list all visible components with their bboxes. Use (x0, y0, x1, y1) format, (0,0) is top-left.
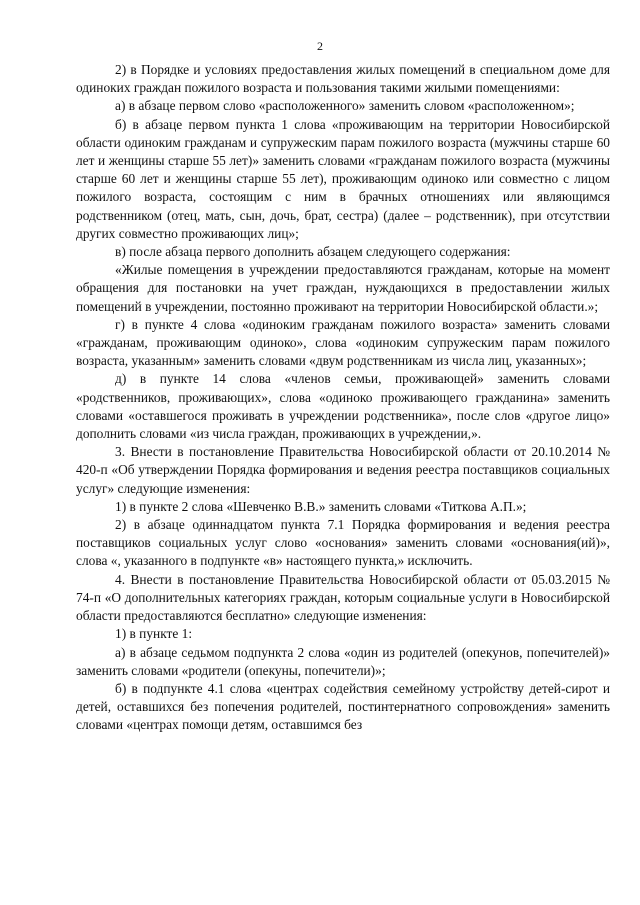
paragraph-quoted-insert: «Жилые помещения в учреждении предоставляются гражданам, которые на момент обращения для постановки на учет граждан, нуждающихся в предоставлении жилых помещений в учреждении, постоянно проживают на территории Новосибирской области.»; (76, 262, 610, 314)
paragraph-amend-2a: а) в абзаце первом слово «расположенного» заменить словом «расположенном»; (115, 98, 575, 114)
paragraph-amend-2g: г) в пункте 4 слова «одиноким гражданам пожилого возраста» заменить словами «гражданам, проживающим одиноко», слова «одиноким супружеским парам пожилого возраста, указанным» заменить словами «двум родственникам из числа лиц, указанных»; (76, 316, 610, 369)
paragraph-amend-2d: д) в пункте 14 слова «членов семьи, проживающей» заменить словами «родственников, проживающих», слова «одиноко проживающего гражданина» заменить словами «оставшегося проживать в учреждении родственника», после слов «другое лицо» дополнить словами «из числа граждан, проживающих в учреждении,». (76, 371, 610, 442)
paragraph-item-4: 4. Внести в постановление Правительства Новосибирской области от 05.03.2015 № 74-п «О дополнительных категориях граждан, которым социальные услуги в Новосибирской области предоставляются бесплатно» следующие изменения: (76, 571, 610, 624)
page-number: 2 (317, 39, 323, 53)
paragraph-item-3: 3. Внести в постановление Правительства Новосибирской области от 20.10.2014 № 420-п «Об утверждении Порядка формирования и ведения реестра поставщиков социальных услуг» следующие изменения: (76, 444, 610, 496)
document-body (76, 61, 610, 735)
paragraph-amend-2v: в) после абзаца первого дополнить абзацем следующего содержания: (115, 244, 511, 260)
paragraph-item-4-1b: б) в подпункте 4.1 слова «центрах содействия семейному устройству детей-сирот и детей, оставшихся без попечения родителей, постинтернатного сопровождения» заменить словами «центрах помощи детям, оставшимся без (76, 680, 610, 733)
paragraph-item-3-1: 1) в пункте 2 слова «Шевченко В.В.» заменить словами «Титкова А.П.»; (115, 498, 527, 514)
paragraph-amend-2b: б) в абзаце первом пункта 1 слова «проживающим на территории Новосибирской области одиноким гражданам и супружеским парам пожилого возраста (мужчины старше 60 лет и женщины старше 55 лет)» заменить словами «гражданам пожилого возраста (мужчины старше 60 лет и женщины старше 55 лет), проживающим одиноко или совместно с лицом пожилого возраста, состоящим с ним в брачных отношениях или являющимся родственником (отец, мать, сын, дочь, брат, сестра) (далее – родственник), при отсутствии других совместно проживающих лиц»; (76, 116, 610, 241)
paragraph-item-3-2: 2) в абзаце одиннадцатом пункта 7.1 Порядка формирования и ведения реестра поставщиков социальных услуг слово «основания» заменить словами «основания(ий)», слова «, указанного в подпункте «в» настоящего пункта,» исключить. (76, 517, 610, 569)
paragraph-amend-2: 2) в Порядке и условиях предоставления жилых помещений в специальном доме для одиноких граждан пожилого возраста и пользования такими жилыми помещениями: (76, 62, 610, 96)
paragraph-item-4-1a: а) в абзаце седьмом подпункта 2 слова «один из родителей (опекунов, попечителей)» заменить словами «родители (опекуны, попечители)»; (76, 644, 610, 678)
paragraph-item-4-1: 1) в пункте 1: (115, 626, 193, 642)
